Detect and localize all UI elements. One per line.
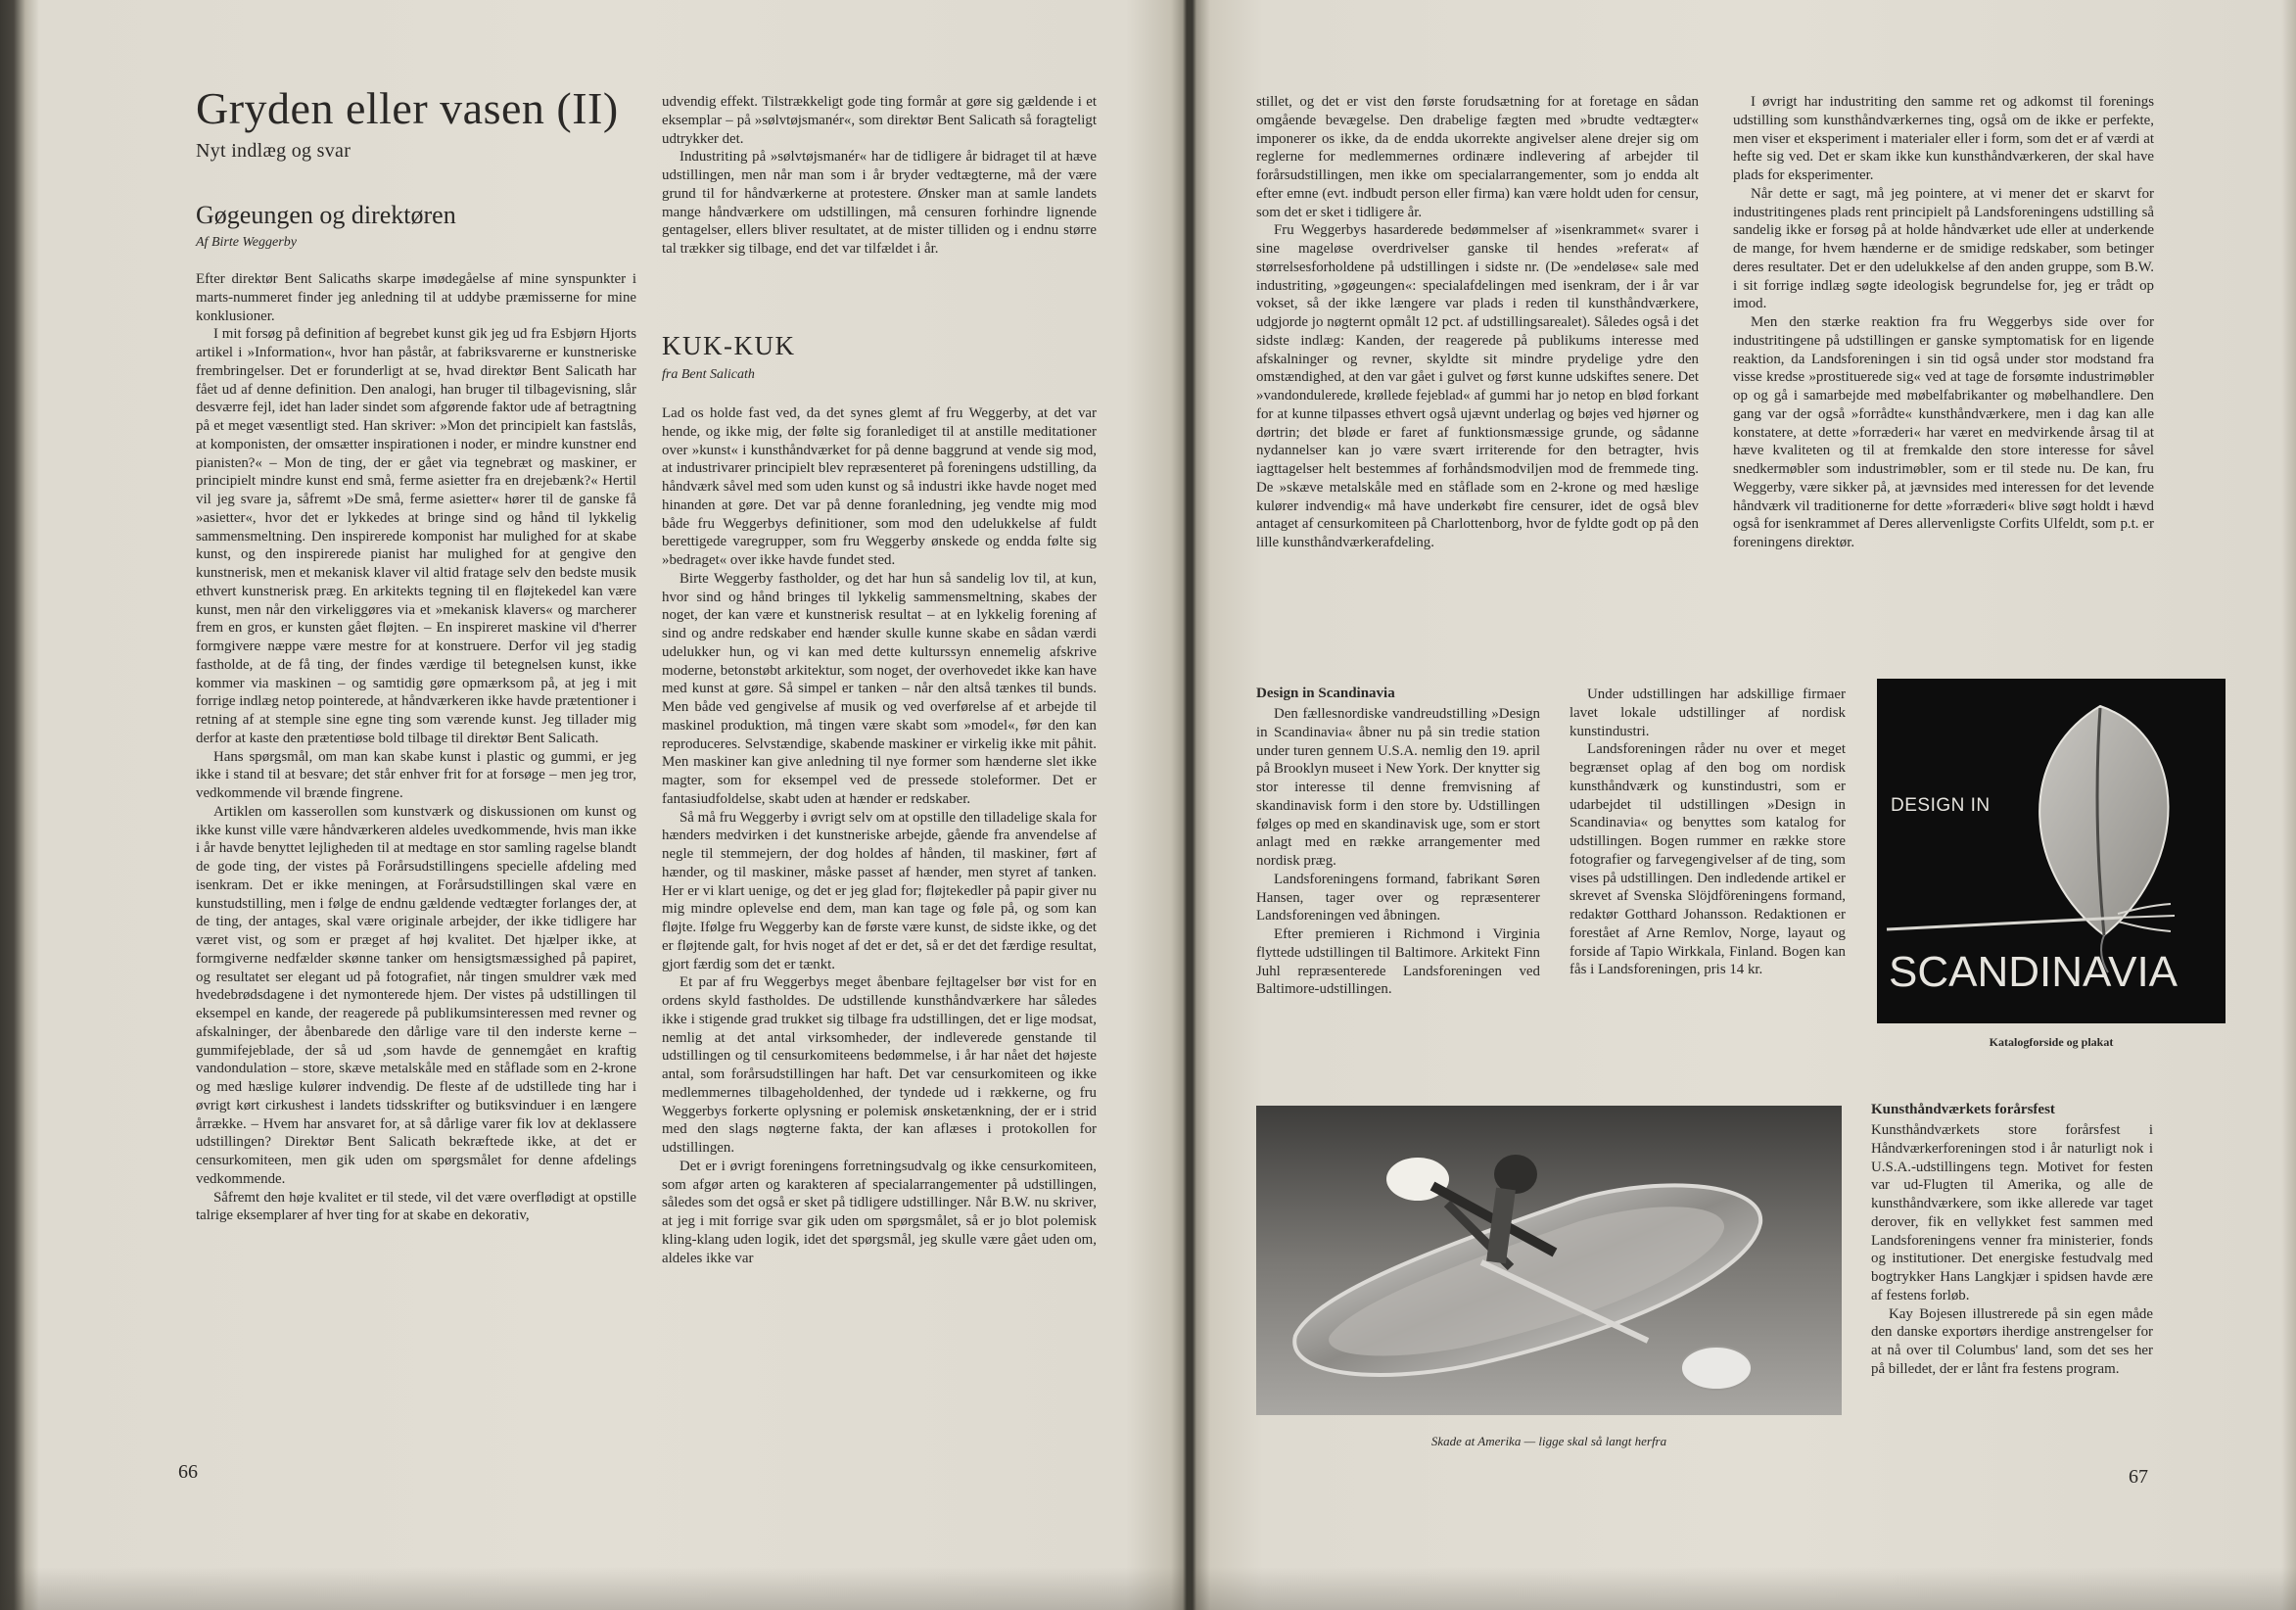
article2-byline: fra Bent Salicath xyxy=(662,367,755,382)
poster-caption: Katalogforside og plakat xyxy=(1989,1035,2114,1049)
paragraph: Et par af fru Weggerbys meget åbenbare fejltagelser bør vist for en ordens skyld fastholdes. De udstillende kunsthåndværkere har således ikke i stigende grad trukket sig tilbage fra udstillingen, det er lige modsat, nemlig at det antal virksomheder, der indleverede genstande til udstillingen og til censurkomiteens bedømmelse, i år har nået det højeste antal, som forårsudstillingen har haft. Det var censurkomiteen og ikke medlemmernes tilbageholdenhed, der tyndede ud i rækkerne, og fru Weggerbys forkerte oplysning er polemisk ønsketænkning, der er i strid med den slags nøgterne fakta, der kan aflæses i protokollen for udstillingen. xyxy=(662,974,1097,1156)
article2-body xyxy=(662,404,1097,1435)
paragraph: I mit forsøg på definition af begrebet kunst gik jeg ud fra Esbjørn Hjorts artikel i »Information«, hvor han påstår, at fabriksvarerne er kunstneriske frembringelser. Det er forunderligt at se, hvad direktør Bent Salicath har fået ud af denne definition. Den analogi, han bruger til tilbagevisning, slår desværre fejl, idet han lader sindet som afgørende faktor ude af betragtning på et meget væsentligt sted. Han skriver: »Mon det principielt kan fastslås, at komponisten, der omsætter inspirationen i noder, er mindre kunstner end pianisten?« – Mon de ting, der er gået via tegnebræt og maskiner, er principielt mindre kunst end små, ferme asietter fra en drejebænk?« Hertil vil jeg svare ja, såfremt »De små, ferme asietter« hører til de ganske få »asietter«, hvor det er lykkedes at bringe sind og hånd til lykkelig sammensmeltning. Den inspirerede komponist har mulighed for at skabe kunst, og den inspirerede pianist har mulighed for at gengive den kunstnerisk, men et mekanisk klaver vil altid fratage selv den bedste musik ethvert kunstnerisk præg. En arkitekts tegning til en fløjtekedel kan være kunst, men når den virkeliggøres via et »mekanisk klavers« og marcherer frem en gros, er kunsten gået fløjten. – En inspireret maskine vil d'herrer formgivere næppe være mestre for at konstruere. Derfor vil jeg stadig fastholde, at de få ting, der findes værdige til betegnelsen kunst, ikke kommer via maskinen – og samtidig gøre opmærksom på, at jeg i mit forrige indlæg netop pointerede, at håndværkeren ikke havde prætentioner i retning af at stemple sine egne ting som værende kunst. Jeg tillader mig derfor at kaste den prætentiøse bold tilbage til direktør Bent Salicath. xyxy=(196,326,636,746)
poster-line1: DESIGN IN xyxy=(1891,795,1991,816)
design-heading: Design in Scandinavia xyxy=(1256,686,1395,701)
paragraph: Fru Weggerbys hasarderede bedømmelser af »isenkrammet« svarer i sine mageløse overdrivelser ganske til hendes »referat« af størrelsesforholdene på udstillingen i sidste nr. (De »endeløse« sale med industriting, »gøgeungen«: specialafdelingen med isenkram, der i år var vokset, så der ikke længere var plads i reden til kunsthåndværkere, udgjorde jo nøgternt opmålt 12 pct. af udstillingsarealet). Således også i det sidste indlæg: Kanden, der reagerede på publikums interesse med afskalninger og revner, skyldte sit mindre prydelige ydre den omstændighed, at den var gået i gulvet og først kunne udskiftes senere. Det »vandondulerede, krøllede fejeblad« af gummi har jo netop en blød forkant for at kunne tilpasses ethvert også ujævnt underlag og bøjes ved hjørner og dørtrin; det bløde er faret af funktionsmæssige grunde, og sådanne nydannelser kan jo være svært irriterende for den betragter, hvis iagttagelser helt bestemmes af forhåndsmodviljen mod de fremmede ting. De »skæve metalskåle med en ståflade som en 2-krone og med hæslige kulører indvendig« må have underkøbt fire censurer, idet de også blev antaget af censurkomiteen på Charlottenborg, hvor de fyldte godt op på den lille kunsthåndværkerafdeling. xyxy=(1256,222,1699,550)
paragraph: udvendig effekt. Tilstrækkeligt gode ting formår at gøre sig gældende i et eksemplar – på »sølvtøjsmanér«, som direktør Bent Salicath så foragteligt udtrykker det. xyxy=(662,94,1097,147)
poster-line2: SCANDINAVIA xyxy=(1889,948,2179,996)
paragraph: stillet, og det er vist den første forudsætning for at foretage en sådan omgående bevægelse. Den drabelige fægten med »brudte vedtægter« imponerer os ikke, da de endda ukorrekte angivelser alene drejer sig om reglerne for medlemmernes ordinære indlevering af arbejder til forårsudstillingen, men ikke om specialarrangementer, som jo endda alt efter emne (evt. indbudt person eller firma) kan være holdt uden for censur, som det er sket i tidligere år. xyxy=(1256,94,1699,220)
paragraph: Kay Bojesen illustrerede på sin egen måde den danske exportørs iherdige anstrengelser for at nå over til Columbus' land, som det ses her på billedet, der er lånt fra festens program. xyxy=(1871,1305,2153,1377)
paragraph: Landsforeningen råder nu over et meget begrænset oplag af den bog om nordisk kunsthåndværk og kunstindustri, som er udarbejdet til udstillingen »Design in Scandinavia« og benyttes som katalog for udstillingen. Bogen rummer en række store fotografier og farvegengivelser af de ting, som vises på udstillingen. Den indledende artikel er skrevet af Svenska Slöjdföreningens formand, redaktør Gotthard Johansson. Redaktionen er forestået af Arne Remlov, Norge, layaut og forside af Tapio Wirkkala, Finland. Bogen kan fås i Landsforeningen, pris 14 kr. xyxy=(1570,741,1846,978)
article1-heading: Gøgeungen og direktøren xyxy=(196,201,456,229)
sculpture-image xyxy=(1256,1106,1842,1415)
article2-conclusion xyxy=(1733,93,2154,632)
article2-heading: KUK-KUK xyxy=(662,331,796,360)
paragraph: Kunsthåndværkets store forårsfest i Håndværkerforeningen stod i år naturligt nok i U.S.A.-udstillingens tegn. Motivet for festen var ud-Flugten til Amerika, og alle de kunsthåndværkere, som ikke allerede var taget derover, fik en vellykket fest sammen med Landsforeningens venner fra ministerier, fonds og institutioner. Det energiske festudvalg med bogtrykker Hans Langkjær i spidsen havde ære af festens forløb. xyxy=(1871,1122,2153,1303)
paragraph: Lad os holde fast ved, da det synes glemt af fru Weggerby, at det var hende, og ikke mig, der følte sig foranlediget til at anstille meditationer over »kunst« i kunsthåndværket for på denne baggrund at vende sig mod, at industrivarer principielt blev repræsenteret på foreningens udstilling, da håndværk såvel med som uden kunst og så industri ikke havde noget med hinanden at gøre. Det var på denne foranledning, jeg vendte mig mod både fru Weggerbys definitioner, som mod den udelukkelse af fuldt berettigede varegrupper, som fru Weggerby ønskede og endda følte sig »bedraget« over ikke havde fundet sted. xyxy=(662,405,1097,568)
spring-heading: Kunsthåndværkets forårsfest xyxy=(1871,1102,2055,1117)
paragraph: Birte Weggerby fastholder, og det har hun så sandelig lov til, at kun, hvor sind og hånd bringes til lykkelig sammensmeltning, skabes der noget, der kan være et kunstnerisk resultat – at en lykkelig forening af sind og andre redskaber end hænder skulle kunne skabe en sådan værdi udelukker hun, og vi kan med dette kulturssyn ennemelig afskrive moderne, betonstøbt arkitektur, som noget, der overhovedet ikke kan have med kunst at gøre. Så simpel er tanken – når den altså tænkes til bunds. Men både ved gengivelse af musik og ved overførelse af et arbejde til maskinel produktion, må tingen være skabt som »model«, før den kan reproduceres. Selvstændige, skabende maskiner er virkelig ikke mit påhit. Men maskiner kan give anledning til nye former som hænderne slet ikke magter, som for eksempel ved de pressede stoleformer. Det er fantasiudfoldelse, skabt uden at hænder er redskaber. xyxy=(662,570,1097,807)
photo-caption: Skade at Amerika — ligge skal så langt herfra xyxy=(1430,1434,1667,1448)
paragraph: Industriting på »sølvtøjsmanér« har de tidligere år bidraget til at hæve udstillingen, men når man som i år bryder vedtægterne, må der være grund til for håndværkerne at protestere. Ønsker man at samle landets mange håndværkere om udstillingen, må censuren forhindre lignende gentagelser, ellers bliver resultatet, at de mister tilliden og i endnu større tal trækker sig tilbage, end det var tilfældet i år. xyxy=(662,149,1097,257)
page-number-right: 67 xyxy=(2129,1466,2148,1488)
page-number-left: 66 xyxy=(178,1461,198,1483)
paragraph: I øvrigt har industriting den samme ret og adkomst til forenings udstilling som kunsthåndværkernes ting, også om de ikke er perfekte, men viser et eksperiment i materialer eller i form, som det er af værdi at hefte sig ved. Det er skam ikke kun kunsthåndværkeren, der skal have plads for eksperimenter. xyxy=(1733,94,2154,183)
paragraph: Det er i øvrigt foreningens forretningsudvalg og ikke censurkomiteen, som afgør arten og karakteren af specialarrangementer på udstillingen, således som det også er sket på tidligere udstillinger. Når B.W. nu skriver, at jeg i mit forrige svar gik uden om spørgsmålet, så er jo blot polemisk kling-klang uden logik, idet det spørgsmål, jeg skulle være gået uden om, aldeles ikke var xyxy=(662,1158,1097,1266)
page-shadow xyxy=(0,1567,2296,1610)
paragraph: Når dette er sagt, må jeg pointere, at vi mener det er skarvt for industritingenes plads rent principielt på Landsforeningens udstilling så sandelig ikke er forsøg på at holde håndværket ude eller at underkende de mange, for hvem hænderne er de smidige redskaber, som betinger deres resultater. Det er den udelukkelse af den anden gruppe, som B.W. i sit forrige indlæg søgte ideologisk begrundelse for, jeg er trådt op imod. xyxy=(1733,185,2154,312)
spoon-boat-photo xyxy=(1256,1106,1842,1415)
paragraph: Under udstillingen har adskillige firmaer lavet lokale udstillinger af nordisk kunstindustri. xyxy=(1570,687,1846,739)
design-body-col2 xyxy=(1570,686,1846,1058)
paragraph: Men den stærke reaktion fra fru Weggerbys side over for industritingene på udstillingen er ganske symptomatisk for en ligende reaktion, da Landsforeningen i sin tid også under stor modstand fra visse kredse »prostituerede sig« ved at tage de forsømte industrimøbler op og gå i samarbejde med møbelfabrikanter og møbelhandlere. Den gang var der også »forrådte« kunsthåndværkere, men i dag kan alle konstatere, at dette »forræderi« har været en medvirkende årsag til at hæve kvaliteten og til at fremkalde den store interesse for såvel snedkermøbler som industrimøbler, som er til stede nu. De kan, fru Weggerby, være sikker på, at jævnsides med interessen for det levende håndværk vil traditionerne for dette »forræderi« blive søgt holdt i hævd også for isenkrammet af Deres allervenligste Corfits Ulfeldt, som p.t. er foreningens direktør. xyxy=(1733,314,2154,550)
paragraph: Såfremt den høje kvalitet er til stede, vil det være overflødigt at opstille talrige eksemplarer af hver ting for at skabe en dekorativ, xyxy=(196,1189,636,1224)
paragraph: Efter direktør Bent Salicaths skarpe imødegåelse af mine synspunkter i marts-nummeret finder jeg anledning til at uddybe præmisserne for mine konklusioner. xyxy=(196,271,636,324)
paragraph: Landsforeningens formand, fabrikant Søren Hansen, tager over og repræsenterer Landsforeningen ved åbningen. xyxy=(1256,871,1540,924)
article1-body xyxy=(196,270,636,1398)
article1-continued xyxy=(662,93,1097,318)
design-in-scandinavia-poster xyxy=(1877,679,2226,1023)
design-body-col1 xyxy=(1256,705,1540,1058)
article2-continued xyxy=(1256,93,1699,632)
paragraph: Så må fru Weggerby i øvrigt selv om at opstille den tilladelige skala for hænders medvirken i det kunstneriske arbejde, gående fra anvendelse af negle til stemmejern, der dog holdes af hånden, til maskiner, ført af hænder, og til maskiner, måske passet af hænder, men styret af tanken. Her er vi klart uenige, og det er jeg glad for; fløjtekedler på papir giver nu mig mindre oplevelse end dem, man kan tage og føle på, og som kan fløjte. Ifølge fru Weggerby kan de første være kunst, de sidste ikke, og det er fløjtende galt, for hvis noget af det er det, så er det det færdige resultat, gjort færdig som det er tænkt. xyxy=(662,809,1097,972)
article-title: Gryden eller vasen (II) xyxy=(196,83,619,133)
paragraph: Den fællesnordiske vandreudstilling »Design in Scandinavia« åbner nu på sin tredie station under turen gennem U.S.A. nemlig den 19. april på Brooklyn museet i New York. Der knytter sig stor interesse til denne fremvisning af skandinavisk form i den store by. Udstillingen følges op med en skandinavisk uge, som er stort anlagt med en række arrangementer med nordisk præg. xyxy=(1256,706,1540,869)
paragraph: Hans spørgsmål, om man kan skabe kunst i plastic og gummi, er jeg ikke i stand til at besvare; det står enhver frit for at forsøge – men jeg tror, vedkommende vil brænde fingrene. xyxy=(196,748,636,801)
spring-body xyxy=(1871,1121,2153,1444)
article-subtitle: Nyt indlæg og svar xyxy=(196,140,351,162)
paragraph: Efter premieren i Richmond i Virginia flyttede udstillingen til Baltimore. Arkitekt Finn Juhl repræsenterede Landsforeningen ved Baltimore-udstillingen. xyxy=(1256,926,1540,998)
paragraph: Artiklen om kasserollen som kunstværk og diskussionen om kunst og ikke kunst ville være håndværkeren aldeles uvedkommende, hvis man ikke i år havde benyttet lejligheden til at medtage en stor samling ragelse blandt de gode ting, der vistes på Forårsudstillingens specielle afdeling med isenkram. Det er ikke meningen, at Forårsudstillingen skal være en kunstudstilling, men i følge de endnu gældende vedtægter forlanges der, at de ting, der antages, skal være originale arbejder, der ikke tidligere har været vist, og som er præget af høj kvalitet. Det hjælper ikke, at formgiverne nedfælder skønne tanker om hensigtsmæssighed på papiret, og resultatet ser elegant ud på fotografiet, når tingen smuldrer væk med hvedebrødsdagene i det nymonterede hjem. Der vistes på udstillingen til eksempel en kande, der reagerede på publikumsinteressen med revner og afskalninger, der åbenbarede den dårlige vare til den inderste kerne – gummifejeblade, der så ud ,som havde de gennemgået en kraftig vandondulation – store, skæve metalskåle med en ståflade som en 2-krone og med hæslige kulører indvendig. De fleste af de udstillede ting har i øvrigt kørt cirkushest i landets tidsskrifter og butiksvinduer i en længere årrække. – Hvem har ansvaret for, at så dårlige varer fik lov at deklassere udstillingen? Direktør Bent Salicath bekræftede ikke, at det er censurkomiteen, men gik uden om spørgsmålet for denne afdelings vedkommende. xyxy=(196,803,636,1187)
article1-byline: Af Birte Weggerby xyxy=(196,235,297,250)
